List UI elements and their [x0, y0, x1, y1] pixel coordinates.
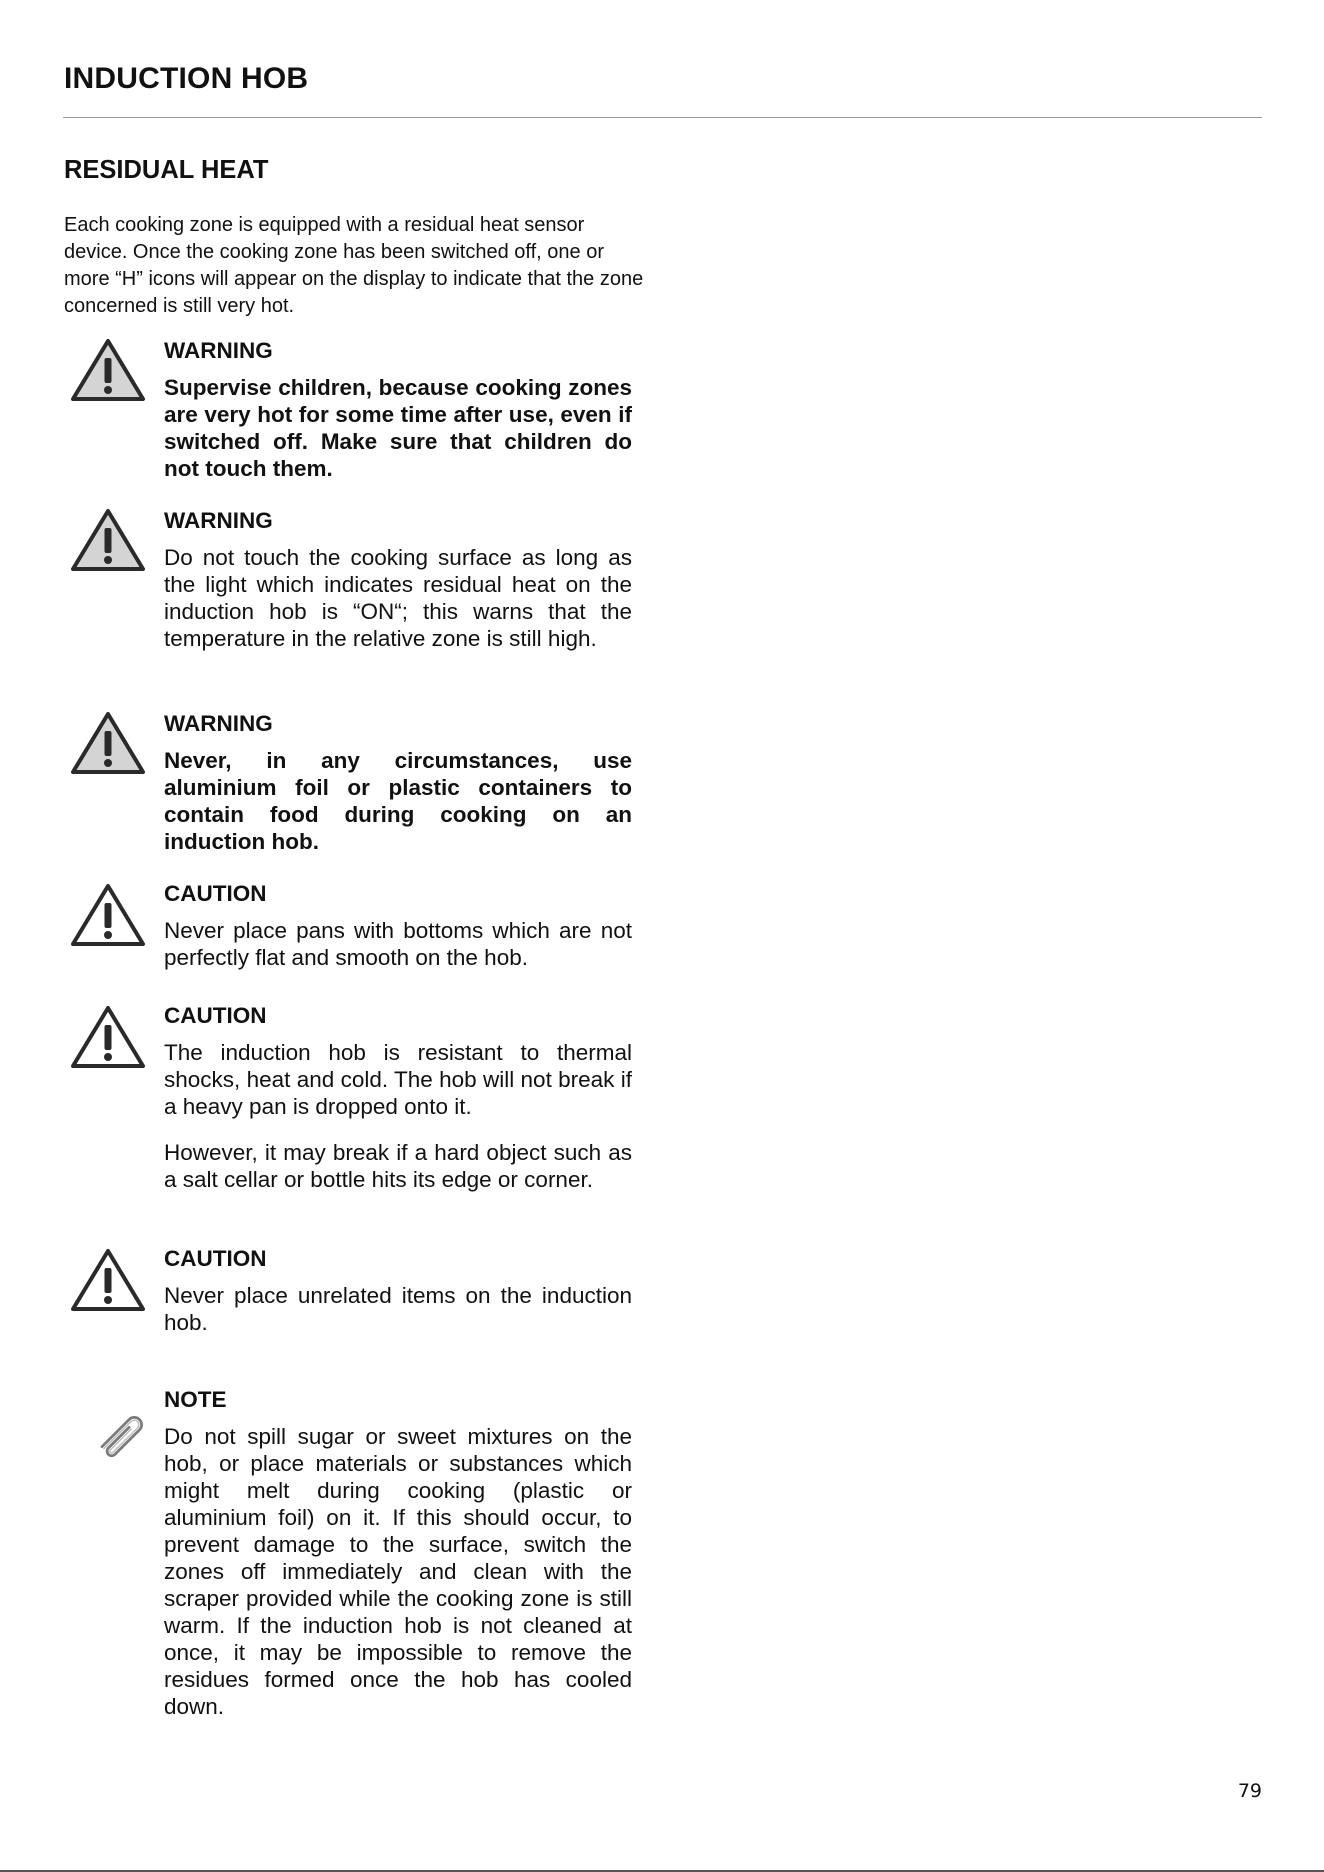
notice-label: CAUTION — [164, 1003, 267, 1028]
page-number: 79 — [1237, 1780, 1262, 1802]
warning-triangle-icon — [70, 338, 146, 414]
notice-text: Never place pans with bottoms which are not perfectly flat and smooth on the hob. — [164, 918, 632, 970]
notice-text-continued: However, it may break if a hard object such as a salt cellar or bottle hits its edge or corner. — [164, 1140, 632, 1192]
notice-label: CAUTION — [164, 881, 267, 906]
notice-text: Never place unrelated items on the induction hob. — [164, 1283, 632, 1335]
notice-text: Never, in any circumstances, use aluminium foil or plastic containers to contain food during cooking on an induction hob. — [164, 748, 632, 854]
header-divider — [63, 117, 1262, 118]
notice-label: WARNING — [164, 508, 273, 533]
notice-text: The induction hob is resistant to thermal shocks, heat and cold. The hob will not break if a heavy pan is dropped onto it. — [164, 1040, 632, 1119]
page-header-title: INDUCTION HOB — [64, 62, 309, 95]
notice-label: WARNING — [164, 338, 273, 363]
warning-triangle-icon — [70, 711, 146, 787]
notice-label: CAUTION — [164, 1246, 267, 1271]
caution-triangle-icon — [70, 1005, 146, 1081]
notice-label: NOTE — [164, 1387, 227, 1412]
notice-text: Do not touch the cooking surface as long as the light which indicates residual heat on the induction hob is “ON“; this warns that the temperature in the relative zone is still high. — [164, 545, 632, 651]
notice-text: Supervise children, because cooking zones are very hot for some time after use, even if switched off. Make sure that children do not touch them. — [164, 375, 632, 481]
notice-label: WARNING — [164, 711, 273, 736]
caution-triangle-icon — [70, 883, 146, 959]
notice-text: Do not spill sugar or sweet mixtures on the hob, or place materials or substances which might melt during cooking (plastic or aluminium foil) on it. If this should occur, to prevent damage to the surface, switch the zones off immediately and clean with the scraper provided while the cooking zone is still warm. If the induction hob is not cleaned at once, it may be impossible to remove the residues formed once the hob has cooled down. — [164, 1424, 632, 1719]
warning-triangle-icon — [70, 508, 146, 584]
intro-paragraph: Each cooking zone is equipped with a residual heat sensor device. Once the cooking zone has been switched off, one or more “H” icons will appear on the display to indicate that the zone concerned is still very hot. — [64, 214, 644, 317]
section-title: RESIDUAL HEAT — [64, 156, 269, 184]
caution-triangle-icon — [70, 1248, 146, 1324]
paperclip-icon — [84, 1405, 144, 1475]
